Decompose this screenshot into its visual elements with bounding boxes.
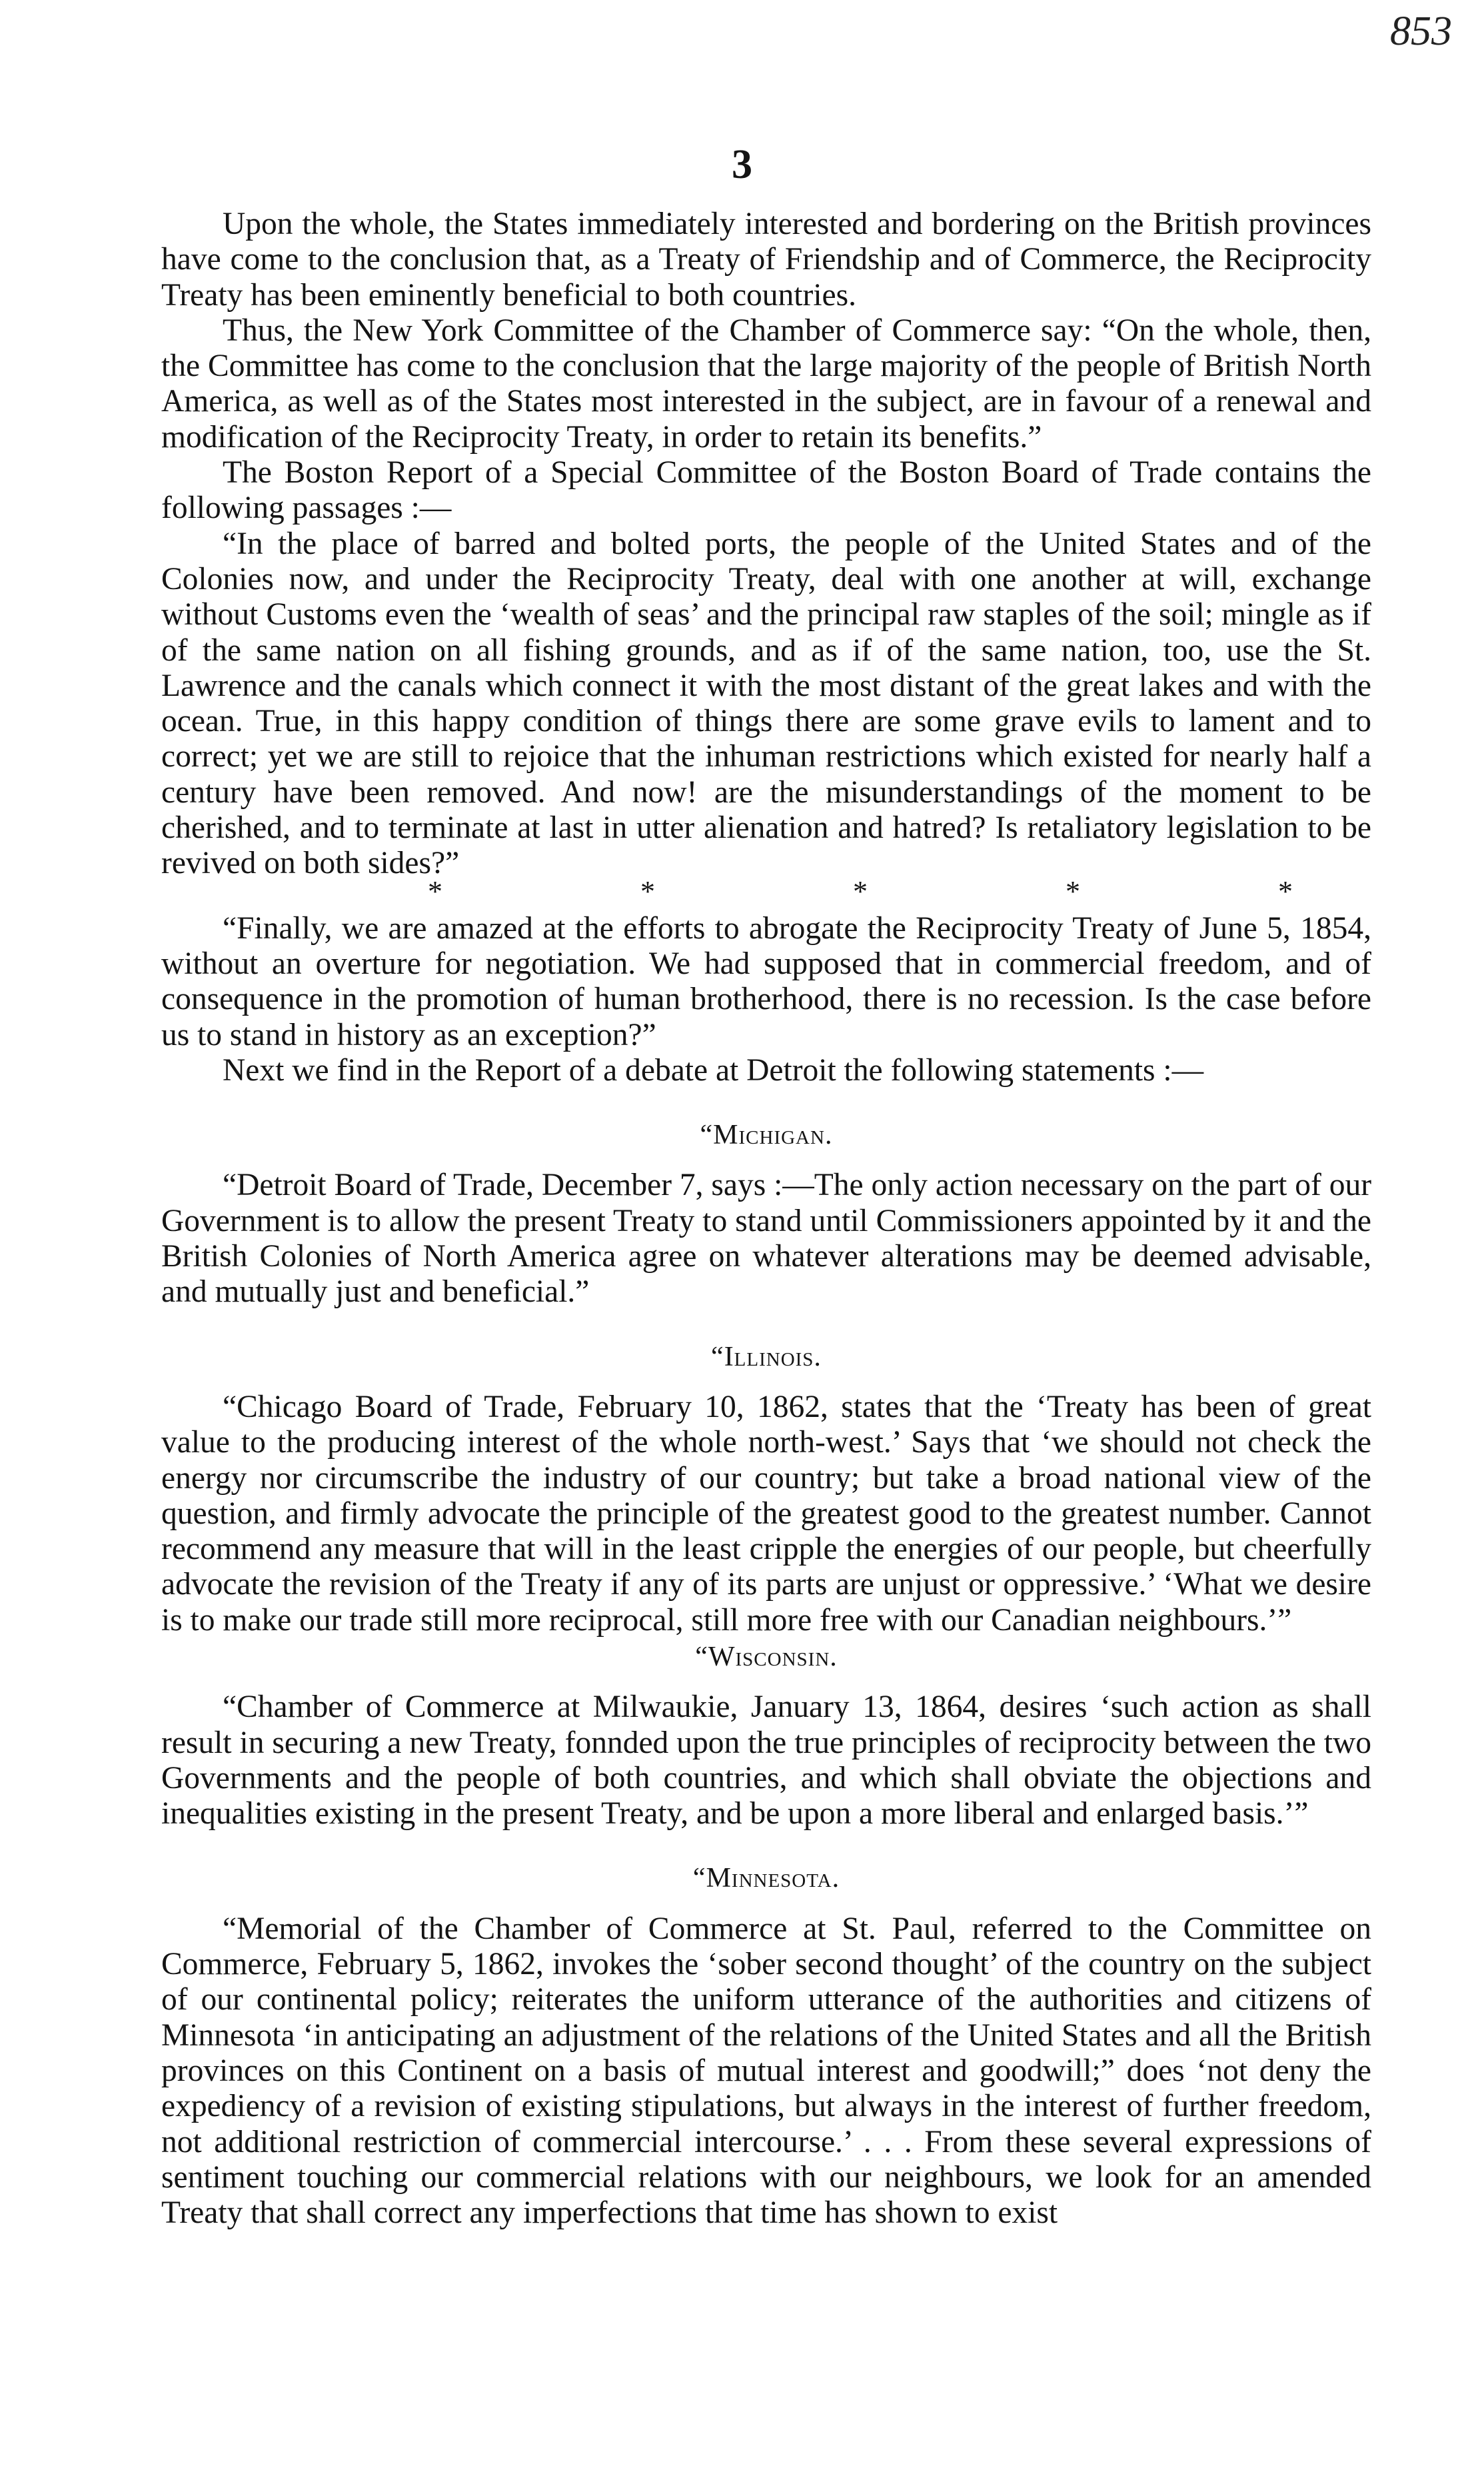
quote-boston-finally: “Finally, we are amazed at the efforts to abrogate the Reciprocity Treaty of June 5, 1854, without an overture for negotiation. We had supposed that in commercial freedom, and of consequence in the promotion of human brotherhood, there is no recession. Is the case before us to stand in history as an exception?” [161,910,1371,1052]
quote-minnesota: “Memorial of the Chamber of Commerce at St. Paul, referred to the Committee on Commerce, February 5, 1862, invokes the ‘sober second thought’ of the country on the subject of our continental policy; reiterates the uniform utterance of the authorities and citizens of Minnesota ‘in anticipating an adjustment of the relations of the United States and all the British provinces on this Continent on a basis of mutual interest and goodwill;” does ‘not deny the expediency of a revision of existing stipulations, but always in the interest of further freedom, not additional restriction of commercial intercourse.’ . . . From these several expressions of sentiment touching our commercial relations with our neighbours, we look for an amended Treaty that shall correct any imperfections that time has shown to exist [161,1911,1371,2231]
star-ornament: * [1066,874,1080,908]
heading-michigan: “Michigan. [700,1120,833,1151]
page-number: 3 [732,142,752,187]
page-body [161,207,1371,2231]
star-ornament: * [640,874,655,908]
heading-wisconsin: “Wisconsin. [695,1641,838,1672]
quote-michigan: “Detroit Board of Trade, December 7, says :—The only action necessary on the part of our Government is to allow the present Treaty to stand until Commissioners appointed by it and the British Colonies of North America agree on whatever alterations may be deemed advisable, and mutually just and beneficial.” [161,1168,1372,1310]
heading-minnesota: “Minnesota. [692,1863,840,1894]
star-ornament: * [1278,874,1293,908]
paragraph-detroit-intro: Next we find in the Report of a debate at Detroit the following statements :— [223,1052,1204,1088]
paragraph-boston-report: The Boston Report of a Special Committee of the Boston Board of Trade contains the following passages :— [161,455,1371,526]
star-ornament: * [428,874,442,908]
heading-illinois: “Illinois. [711,1341,822,1372]
quote-wisconsin: “Chamber of Commerce at Milwaukie, January 13, 1864, desires ‘such action as shall result in securing a new Treaty, fonnded upon the true principles of reciprocity between the two Governments and the people of both countries, and which shall obviate the objections and inequalities existing in the present Treaty, and be upon a more liberal and enlarged basis.’” [161,1690,1371,1832]
quote-illinois: “Chicago Board of Trade, February 10, 1862, states that the ‘Treaty has been of great value to the producing interest of the whole north-west.’ Says that ‘we should not check the energy nor circumscribe the industry of our country; but take a broad national view of the question, and firmly advocate the principle of the greatest good to the greatest number. Cannot recommend any measure that will in the least cripple the energies of our people, but cheerfully advocate the revision of the Treaty if any of its parts are unjust or oppressive.’ ‘What we desire is to make our trade still more reciprocal, still more free with our Canadian neighbours.’” [161,1389,1371,1638]
quote-boston-ports: “In the place of barred and bolted ports, the people of the United States and of the Colonies now, and under the Reciprocity Treaty, deal with one another at will, exchange without Customs even the ‘wealth of seas’ and the principal raw staples of the soil; mingle as if of the same nation on all fishing grounds, and as if of the same nation, too, use the St. Lawrence and the canals which connect it with the most distant of the great lakes and with the ocean. True, in this happy condition of things there are some grave evils to lament and to correct; yet we are still to rejoice that the inhuman restrictions which existed for nearly half a century have been removed. And now! are the misunderstandings of the moment to be cherished, and to terminate at last in utter alienation and hatred? Is retaliatory legislation to be revived on both sides?” [161,526,1371,881]
paragraph-conclusion: Upon the whole, the States immediately interested and bordering on the British provinces have come to the conclusion that, as a Treaty of Friendship and of Commerce, the Reciprocity Treaty has been eminently beneficial to both countries. [161,207,1371,313]
folio-mark: 853 [1390,9,1452,54]
section-break-stars [161,874,1371,908]
paragraph-new-york-committee: Thus, the New York Committee of the Chamber of Commerce say: “On the whole, then, the Committee has come to the conclusion that the large majority of the people of British North America, as well as of the States most interested in the subject, are in favour of a renewal and modification of the Reciprocity Treaty, in order to retain its benefits.” [161,313,1371,455]
star-ornament: * [853,874,868,908]
